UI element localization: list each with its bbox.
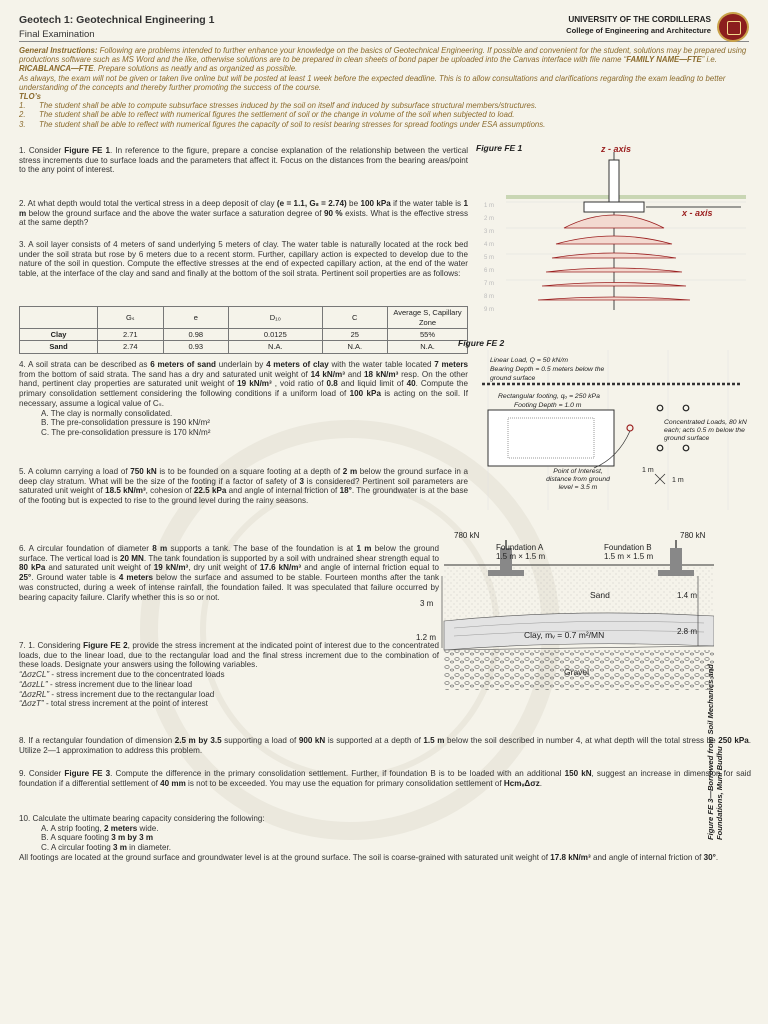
q7-text: 7. 1. Considering	[19, 641, 84, 650]
figure-fe1-diagram	[476, 140, 750, 312]
q2-bold: 1 m	[19, 199, 468, 218]
fig2-linear-load-depth-2: ground surface	[490, 375, 536, 382]
q4-item: B. The pre-consolidation pressure is 190 kN/m²	[41, 418, 210, 428]
q9-bold: 40 mm	[160, 778, 186, 788]
table-cell: N.A.	[388, 341, 468, 353]
table-cell: 2.71	[98, 329, 164, 341]
course-title: Geotech 1: Geotechnical Engineering 1	[19, 14, 215, 26]
tlo-number: 1.	[19, 101, 26, 111]
q4-text: and	[344, 369, 365, 379]
q7-var	[19, 690, 439, 700]
q10-item-bold: 3 m by 3 m	[111, 833, 154, 843]
q5-text: below the ground surface in a deep clay stratum. What will be the size of the footing if a factor of safety of	[19, 467, 468, 486]
table-cell: N.A.	[322, 341, 388, 353]
fig3-clay-label: Clay, mᵥ = 0.7 m²/MN	[524, 630, 605, 640]
fig1-footing	[584, 202, 644, 212]
question-8	[19, 736, 751, 755]
q10-conditions	[19, 853, 751, 863]
q5-bold: 22.5 kPa	[193, 486, 227, 496]
university-name: UNIVERSITY OF THE CORDILLERAS	[568, 15, 711, 24]
exam-title: Final Examination	[19, 29, 95, 40]
instructions-text-3: . Prepare solutions as neatly and as organized as possible.	[93, 64, 298, 74]
q4-bold: 7 meters	[434, 360, 469, 369]
q7-var-desc: - total stress increment at the point of interest	[43, 699, 208, 709]
question-6	[19, 544, 439, 602]
fig2-concentrated-label-2: each; acts 0.5 m below the	[664, 427, 745, 434]
fig2-rect-footing-label: Rectangular footing, qₒ = 250 kPa	[498, 393, 600, 400]
q2-bold: 100 kPa	[360, 199, 391, 208]
q1-figure-ref: Figure FE 1	[64, 146, 111, 155]
depth-label: 1 m	[484, 203, 495, 209]
tlo-number: 3.	[19, 119, 26, 129]
tlo-label: TLO’s	[19, 91, 41, 101]
soil-properties-table	[19, 306, 468, 354]
q2-text: below the ground surface and the above the water surface a saturation degree of	[26, 208, 324, 218]
q7-var-symbol: “ΔσᴢLL”	[19, 679, 48, 689]
q10-text: 10. Calculate the ultimate bearing capacity considering the following:	[19, 814, 265, 823]
q10-item	[19, 833, 751, 843]
q6-text: , dry unit weight of	[188, 563, 260, 573]
q4-item: A. The clay is normally consolidated.	[41, 408, 173, 418]
depth-label: 6 m	[484, 268, 495, 274]
q7-var	[19, 699, 439, 709]
fig3-column-b	[670, 548, 682, 570]
q6-bold: 20 MN	[119, 553, 144, 563]
q5-bold: 18.5 kN/m³	[105, 486, 146, 496]
fig3-dim-1-4m: 1.4 m	[677, 591, 698, 600]
fig2-poi-label-2: distance from ground	[546, 476, 610, 483]
table-cell: 2.74	[98, 341, 164, 353]
question-3: 3. A soil layer consists of 4 meters of sand underlying 5 meters of clay. The water table is naturally located at the rock bed under the soil strata but rose by 6 meters due to a recent storm. Further, capillary action is expected to develop due to the nature of the soil in question. Compute the effective stresses at the end of expected capillary action, at the end of the water table, at the interface of the clay and sand and finally at the bottom of the soil strata. Pertinent soil properties are as follows:	[19, 240, 468, 279]
fig3-sand-label: Sand	[590, 590, 610, 600]
q4-text: is acting on the soil. If necessary, assume a logical value of Cₛ.	[19, 389, 469, 408]
q4-text: 4. A soil strata can be described as	[19, 360, 151, 369]
tlo-text: The student shall be able to reflect with numerical figures the capacity of soil to resist bearing stresses for spread footings under ESA assumptions.	[39, 119, 546, 129]
fig2-poi-label-3: level = 3.5 m	[558, 484, 598, 491]
q4-bold: 40	[406, 379, 416, 389]
q4-bold: 18 kN/m³	[364, 369, 399, 379]
table-cell: 0.0125	[229, 329, 322, 341]
fig3-foundation-a-label: Foundation A	[496, 543, 544, 552]
q5-text: 5. A column carrying a load of	[19, 467, 131, 476]
fig2-linear-load-label: Linear Load, Q = 50 kN/m	[490, 357, 569, 364]
q10-item-bold: 2 meters	[104, 823, 138, 833]
fig2-rect-footing-depth: Footing Depth = 1.0 m	[514, 402, 582, 409]
figure-fe1-label: Figure FE 1	[476, 143, 523, 153]
table-row	[20, 329, 468, 341]
fig2-linear-load-depth: Bearing Depth = 0.5 meters below the	[490, 366, 605, 373]
q6-bold: 80 kPa	[19, 563, 46, 573]
q4-bold: 19 kN/m³	[237, 379, 272, 389]
q2-text: exists. What is the effective stress at the same depth?	[19, 208, 469, 228]
q4-text: resp. On the other hand, pertinent clay properties are saturated unit weight of	[19, 369, 468, 389]
q4-text: from the bottom of said strata. The sand has a dry and saturated unit weight of	[19, 369, 311, 379]
depth-label: 8 m	[484, 294, 495, 300]
q5-text: , cohesion of	[145, 486, 194, 496]
fig2-concentrated-load	[657, 405, 663, 411]
fig3-footing-a	[488, 570, 524, 576]
fig2-dim-label: 1 m	[642, 467, 654, 474]
fig3-foundation-b-dim: 1.5 m × 1.5 m	[604, 552, 654, 561]
filename-format: FAMILY NAME—FTE	[626, 55, 702, 65]
q10-text: All footings are located at the ground surface and groundwater level is at the ground surface. The soil is coarse-grained with saturated unit weight of	[19, 852, 551, 862]
q2-bold: (e = 1.1, Gₛ = 2.74)	[276, 199, 347, 208]
q4-bold: 14 kN/m³	[310, 369, 345, 379]
q7-var-desc: - stress increment due to the concentrated loads	[49, 670, 225, 680]
q4-text: underlain by	[216, 360, 267, 369]
q6-text: and saturated unit weight of	[45, 563, 154, 573]
fig1-stress-bulb-5	[542, 283, 686, 287]
filename-example: RICABLANCA—FTE	[19, 64, 94, 74]
q6-text: . The tank foundation is supported by a soil with undrained shear strength equal to	[143, 553, 440, 563]
q2-bold: 90 %	[323, 208, 343, 218]
depth-label: 5 m	[484, 255, 495, 261]
fig1-z-axis-label: z - axis	[601, 144, 632, 154]
q9-text: . Compute the difference in the primary consolidation settlement. Further, if foundation B is to be loaded with an additional	[110, 769, 565, 778]
q5-bold: 2 m	[342, 467, 358, 476]
q5-bold: 750 kN	[130, 467, 157, 476]
q8-text: 8. If a rectangular foundation of dimension	[19, 736, 175, 745]
q8-bold: 900 kN	[298, 736, 326, 745]
q2-text: if the water table is	[390, 199, 464, 208]
table-cell: 55%	[388, 329, 468, 341]
fig3-foundation-a-dim: 1.5 m × 1.5 m	[496, 552, 546, 561]
q4-bold: 6 meters of sand	[150, 360, 216, 369]
q6-bold: 8 m	[152, 544, 168, 553]
instructions-note: As always, the exam will not be given or taken live online but will be posted at least 1 week before the expected deadline. This is to allow consultations and clarifications regarding the exam leading to better understanding of the concepts and thereby further promoting the success of the course.	[19, 73, 726, 92]
q6-text: 6. A circular foundation of diameter	[19, 544, 153, 553]
q10-item	[19, 824, 751, 834]
q1-text: 1. Consider	[19, 146, 65, 155]
q6-bold: 25°	[19, 573, 32, 583]
depth-label: 2 m	[484, 216, 495, 222]
q8-bold: 250 kPa	[718, 736, 749, 745]
q4-bold: 100 kPa	[349, 389, 381, 399]
tlo-text: The student shall be able to reflect with numerical figures the settlement of soil or the change in volume of the soil when subjected to load.	[39, 110, 515, 120]
q8-bold: 2.5 m by 3.5	[174, 736, 222, 745]
q10-item	[19, 843, 751, 853]
q10-item-text: C. A circular footing	[41, 843, 113, 853]
q2-text: be	[346, 199, 361, 208]
table-header: D₁₀	[229, 307, 322, 329]
fig1-ground-surface	[506, 195, 746, 199]
fig2-concentrated-load	[657, 445, 663, 451]
q4-bold: 0.8	[326, 379, 338, 389]
q9-text: , suggest an increase in dimension for said foundation if a differential settlement of	[19, 769, 751, 788]
q9-text: is not to be exceeded. You may use the equation for primary consolidation settlement of	[185, 778, 504, 788]
question-1	[19, 146, 468, 175]
question-9	[19, 769, 751, 788]
fig1-x-axis-label: x - axis	[682, 208, 713, 218]
table-header-row	[20, 307, 468, 329]
q4-text: , void ratio of	[271, 379, 327, 389]
q10-item-text: B. A square footing	[41, 833, 112, 843]
q7-body	[19, 641, 439, 670]
q10-text: and angle of internal friction of	[590, 852, 704, 862]
q6-text: below the surface and assumed to be stable. Fourteen months after the tank was constructed, during a week of intense rainfall, the foundation failed. It was speculated that failure occurred by bearing capacity failure. Clarify whether this is so or not.	[19, 573, 439, 602]
q6-text: below the ground surface. The vertical load is	[19, 544, 439, 563]
college-name: College of Engineering and Architecture	[566, 26, 711, 35]
fig2-concentrated-label: Concentrated Loads, 80 kN	[664, 419, 747, 426]
q5-text: is to be founded on a square footing at a depth of	[156, 467, 343, 476]
header	[19, 12, 749, 42]
q1-text-2: . In reference to the figure, prepare a concise explanation of the relationship between the vertical stress increments due to surface loads and the parameters that affect it. Focus on the distances from the bearing areas/point to the any point of interest.	[19, 146, 468, 175]
instructions-text-2: ” i.e.	[701, 55, 717, 65]
fig3-gravel-label: Gravel	[564, 667, 590, 677]
fig2-point-of-interest	[627, 425, 633, 431]
q10-item-tail: in diameter.	[126, 843, 172, 853]
q8-text: . Utilize 2—1 approximation to address this problem.	[19, 736, 751, 755]
q9-text: .	[539, 778, 543, 788]
q7-var	[19, 680, 439, 690]
q9-bold: Figure FE 3	[64, 769, 111, 778]
q4-text: . Compute the primary consolidation settlement considering the following conditions if a uniform load of	[19, 379, 469, 399]
q10-item-tail: wide.	[137, 823, 159, 833]
q6-bold: 1 m	[356, 544, 372, 553]
depth-label: 3 m	[484, 229, 495, 235]
tlo-item	[19, 101, 749, 110]
table-cell: 25	[322, 329, 388, 341]
figure-fe2-diagram	[458, 350, 752, 512]
fig2-poi-label: Point of Interest,	[553, 468, 603, 475]
q7-var-symbol: “ΔσᴢRL”	[19, 689, 50, 699]
table-header: Gₛ	[98, 307, 164, 329]
q2-text: 2. At what depth would total the vertical stress in a deep deposit of clay	[19, 199, 277, 208]
q4-text: and liquid limit of	[337, 379, 407, 389]
q9-bold: 150 kN	[564, 769, 592, 778]
q5-bold: 3	[299, 476, 304, 486]
table-cell: 0.98	[163, 329, 229, 341]
question-5	[19, 467, 468, 506]
figure-fe3-credit: Figure FE 3—Borrowed from Soil Mechanics and Foundations, Muni Budhu	[706, 664, 725, 840]
figure-fe2-label: Figure FE 2	[458, 338, 505, 348]
q6-bold: 19 kN/m³	[153, 563, 189, 573]
q8-text: supporting a load of	[221, 736, 299, 745]
table-cell: N.A.	[229, 341, 322, 353]
table-cell: Sand	[20, 341, 98, 353]
table-cell: Clay	[20, 329, 98, 341]
figure-fe3-diagram	[414, 528, 714, 728]
table-cell: 0.93	[163, 341, 229, 353]
fig1-stress-bulb-2	[556, 236, 672, 244]
q6-bold: 17.6 kN/m³	[259, 563, 302, 573]
fig3-footing-b	[658, 570, 694, 576]
fig2-concentrated-load	[683, 405, 689, 411]
university-logo	[717, 12, 749, 42]
q7-var-desc: - stress increment due to the linear load	[47, 679, 193, 689]
fig2-concentrated-label-3: ground surface	[664, 435, 710, 442]
table-header: e	[163, 307, 229, 329]
table-header: C	[322, 307, 388, 329]
fig2-dim-label: 1 m	[672, 477, 684, 484]
depth-label: 7 m	[484, 281, 495, 287]
q10-bold: 17.8 kN/m³	[550, 852, 591, 862]
fig3-load-a-label: 780 kN	[454, 531, 480, 540]
q7-var-symbol: “ΔσᴢCL”	[19, 670, 50, 680]
fig1-stress-bulb-4	[546, 268, 682, 272]
question-7	[19, 641, 439, 709]
q7-figure-ref: Figure FE 2	[83, 641, 128, 650]
instructions-label: General Instructions:	[19, 46, 98, 55]
q4-text: with the water table located	[328, 360, 435, 369]
q10-text: .	[715, 852, 719, 862]
q10-item-text: A. A strip footing,	[41, 823, 104, 833]
fig3-dim-1-2m: 1.2 m	[416, 633, 437, 642]
q5-text: and angle of internal friction of	[226, 486, 340, 496]
q5-text: is considered? Pertinent soil parameters are saturated unit weight of	[19, 476, 468, 496]
table-row	[20, 341, 468, 353]
q5-bold: 18°	[339, 486, 352, 496]
question-4	[19, 360, 468, 438]
tlo-number: 2.	[19, 110, 26, 120]
fig2-concentrated-load	[683, 445, 689, 451]
q7-var	[19, 670, 439, 680]
fig3-foundation-b-label: Foundation B	[604, 543, 652, 552]
general-instructions	[19, 46, 749, 129]
fig3-dim-3m: 3 m	[420, 599, 434, 608]
q6-text: . Ground water table is	[31, 573, 119, 583]
q6-text: and angle of internal friction equal to	[301, 563, 439, 573]
instructions-text: Following are problems intended to further enhance your knowledge on the basics of Geotechnical Engineering. If possible and convenient for the student, solutions may be prepared using productions software such as MS Word and the like, otherwise solutions are to be prepared in clean sheets of bond paper be uploaded into the Canvas interface with file name “	[19, 46, 747, 65]
depth-label: 9 m	[484, 307, 495, 312]
fig3-dim-2-8m: 2.8 m	[677, 627, 698, 636]
tlo-item	[19, 120, 749, 129]
question-10	[19, 814, 751, 863]
tlo-text: The student shall be able to compute subsurface stresses induced by the soil on itself and induced by subsurface structural members/structures.	[39, 101, 537, 111]
q6-text: supports a tank. The base of the foundation is at	[167, 544, 357, 553]
q7-var-symbol: “ΔσᴢT”	[19, 699, 44, 709]
q7-text: , provide the stress increment at the indicated point of interest due to the concentrated loads, due to the linear load, due to the rectangular load and the final stress increment due to the combination of these loads. Designate your answers using the following variables.	[19, 641, 439, 670]
q10-item-bold: 3 m	[112, 843, 127, 853]
q9-bold: HᴄmᵥΔσᴢ	[503, 778, 540, 788]
table-header: Average S, Capillary Zone	[388, 307, 468, 329]
q10-bold: 30°	[703, 852, 716, 862]
depth-label: 4 m	[484, 242, 495, 248]
q8-text: is supported at a depth of	[325, 736, 424, 745]
q8-text: below the soil described in number 4, at what depth will the total stress be	[444, 736, 719, 745]
fig1-stress-bulb-1	[564, 215, 664, 228]
tlo-item	[19, 110, 749, 119]
table-header	[20, 307, 98, 329]
fig3-load-b-label: 780 kN	[680, 531, 706, 540]
fig1-column	[609, 160, 619, 202]
fig1-stress-bulb-6	[538, 297, 690, 300]
q7-var-desc: - stress increment due to the rectangular load	[49, 689, 215, 699]
q9-text: 9. Consider	[19, 769, 65, 778]
q4-bold: 4 meters of clay	[266, 360, 329, 369]
q4-item: C. The pre-consolidation pressure is 170 kN/m²	[41, 427, 211, 437]
question-2	[19, 199, 468, 228]
q6-bold: 4 meters	[118, 573, 153, 583]
fig1-depth-labels	[484, 203, 494, 312]
q8-bold: 1.5 m	[423, 736, 445, 745]
q4-body	[19, 360, 468, 409]
q5-text: . The groundwater is at the base of the footing but is expected to rise to the ground level during the rainy seasons.	[19, 486, 468, 506]
